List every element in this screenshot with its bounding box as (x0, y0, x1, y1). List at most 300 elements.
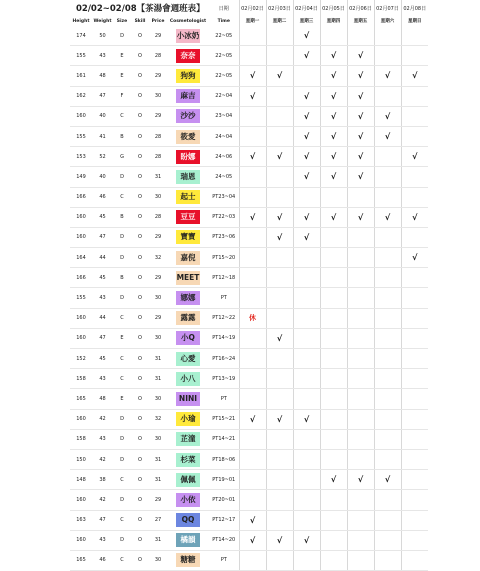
weight-cell: 40 (92, 106, 113, 126)
size-cell: D (113, 288, 131, 308)
time-cell: PT12~22 (209, 308, 239, 328)
weight-cell: 45 (92, 268, 113, 288)
table-row (70, 248, 428, 268)
cosmetologist-name: 佩佩 (176, 473, 200, 487)
shift-check-mark: √ (330, 172, 337, 182)
time-cell: PT15~21 (209, 409, 239, 429)
height-cell: 160 (70, 227, 92, 247)
cosmetologist-cell (167, 308, 209, 328)
day-cell (374, 167, 401, 187)
price-cell: 28 (149, 147, 167, 167)
cosmetologist-name: 小依 (176, 493, 200, 507)
day-cell (347, 126, 374, 146)
shift-check-mark: √ (303, 111, 310, 121)
cosmetologist-name: NINI (176, 392, 200, 406)
shift-check-mark: √ (412, 253, 418, 263)
day-cell (401, 389, 428, 409)
col-weight: Weight (93, 18, 112, 24)
cosmetologist-cell (167, 389, 209, 409)
height-cell: 160 (70, 308, 92, 328)
weight-cell: 41 (92, 126, 113, 146)
price-cell: 31 (149, 167, 167, 187)
day-cell (320, 369, 347, 389)
day-cell (374, 449, 401, 469)
skill-cell: O (131, 409, 149, 429)
day-cell (293, 389, 320, 409)
time-cell: PT14~21 (209, 429, 239, 449)
height-cell: 149 (70, 167, 92, 187)
cosmetologist-name: 麻吉 (176, 89, 200, 103)
day-cell (266, 227, 293, 247)
day-cell (293, 429, 320, 449)
date-header: 02月06日 (347, 0, 374, 16)
day-cell (293, 449, 320, 469)
day-cell (401, 550, 428, 570)
day-cell (347, 288, 374, 308)
size-cell: D (113, 167, 131, 187)
day-cell (374, 66, 401, 86)
shift-check-mark: √ (330, 51, 337, 61)
price-cell: 29 (149, 66, 167, 86)
size-cell: D (113, 227, 131, 247)
weight-cell: 45 (92, 349, 113, 369)
day-cell (293, 288, 320, 308)
cosmetologist-name: 奈奈 (176, 49, 200, 63)
skill-cell: O (131, 429, 149, 449)
day-cell (401, 167, 428, 187)
shift-check-mark: √ (303, 232, 310, 242)
size-cell: D (113, 449, 131, 469)
size-cell: C (113, 106, 131, 126)
day-cell (347, 449, 374, 469)
cosmetologist-cell (167, 66, 209, 86)
size-cell: C (113, 550, 131, 570)
height-cell: 174 (70, 26, 92, 46)
weight-cell: 47 (92, 86, 113, 106)
height-cell: 160 (70, 328, 92, 348)
weekday-header: 星期一 (239, 16, 266, 26)
day-cell (239, 26, 266, 46)
day-cell (374, 86, 401, 106)
skill-cell: O (131, 490, 149, 510)
weight-cell: 43 (92, 369, 113, 389)
day-cell (347, 207, 374, 227)
day-cell (266, 288, 293, 308)
shift-check-mark: √ (276, 212, 283, 222)
day-cell (347, 106, 374, 126)
day-cell (239, 126, 266, 146)
size-cell: D (113, 409, 131, 429)
cosmetologist-cell (167, 530, 209, 550)
day-cell (239, 46, 266, 66)
day-cell (266, 66, 293, 86)
height-cell: 162 (70, 86, 92, 106)
skill-cell: O (131, 449, 149, 469)
skill-cell: O (131, 248, 149, 268)
size-cell: B (113, 268, 131, 288)
day-cell (374, 227, 401, 247)
skill-cell: O (131, 530, 149, 550)
cosmetologist-cell (167, 490, 209, 510)
cosmetologist-cell (167, 126, 209, 146)
day-cell (293, 66, 320, 86)
day-cell (320, 207, 347, 227)
size-cell: D (113, 530, 131, 550)
cosmetologist-name: 糖糖 (176, 553, 200, 567)
shift-check-mark: √ (384, 212, 391, 222)
day-cell (293, 167, 320, 187)
day-cell (293, 349, 320, 369)
cosmetologist-name: QQ (176, 513, 200, 527)
day-cell (401, 66, 428, 86)
table-row (70, 26, 428, 46)
day-cell (401, 207, 428, 227)
day-cell (374, 147, 401, 167)
cosmetologist-name: 小冰奶 (176, 29, 200, 43)
day-cell (401, 187, 428, 207)
day-cell (320, 86, 347, 106)
day-cell (374, 328, 401, 348)
table-row (70, 530, 428, 550)
size-cell: D (113, 429, 131, 449)
time-cell: 24~05 (209, 167, 239, 187)
price-cell: 30 (149, 550, 167, 570)
price-cell: 29 (149, 308, 167, 328)
day-cell (347, 349, 374, 369)
time-cell: PT (209, 550, 239, 570)
skill-cell: O (131, 288, 149, 308)
height-cell: 160 (70, 490, 92, 510)
shift-check-mark: √ (330, 132, 337, 142)
day-cell (347, 389, 374, 409)
col-height: Height (72, 18, 90, 24)
day-cell (401, 106, 428, 126)
skill-cell: O (131, 147, 149, 167)
day-cell (239, 349, 266, 369)
price-cell: 32 (149, 248, 167, 268)
day-cell (293, 86, 320, 106)
price-cell: 32 (149, 409, 167, 429)
day-cell (320, 389, 347, 409)
skill-cell: O (131, 510, 149, 530)
day-cell (320, 268, 347, 288)
skill-cell: O (131, 308, 149, 328)
height-cell: 160 (70, 530, 92, 550)
day-cell (293, 490, 320, 510)
price-cell: 29 (149, 227, 167, 247)
day-cell (374, 207, 401, 227)
day-cell (401, 449, 428, 469)
shift-check-mark: √ (384, 111, 391, 121)
weight-cell: 42 (92, 490, 113, 510)
time-cell: PT23~06 (209, 227, 239, 247)
time-cell: PT (209, 389, 239, 409)
day-cell (374, 126, 401, 146)
weight-cell: 43 (92, 46, 113, 66)
schedule-table (70, 0, 428, 571)
day-cell (374, 308, 401, 328)
shift-check-mark: √ (303, 132, 310, 142)
shift-check-mark: √ (357, 172, 364, 182)
cosmetologist-name: 起士 (176, 190, 200, 204)
schedule-body (70, 26, 428, 571)
day-cell (401, 369, 428, 389)
weight-cell: 50 (92, 26, 113, 46)
day-cell (266, 389, 293, 409)
price-cell: 31 (149, 470, 167, 490)
day-cell (320, 167, 347, 187)
time-cell: PT19~01 (209, 470, 239, 490)
table-row (70, 106, 428, 126)
skill-cell: O (131, 389, 149, 409)
weight-cell: 47 (92, 227, 113, 247)
table-row (70, 187, 428, 207)
date-header: 02月03日 (266, 0, 293, 16)
cosmetologist-cell (167, 46, 209, 66)
height-cell: 148 (70, 470, 92, 490)
day-cell (401, 429, 428, 449)
day-cell (266, 46, 293, 66)
shift-check-mark: √ (249, 212, 256, 222)
skill-cell: O (131, 167, 149, 187)
time-cell: 22~05 (209, 66, 239, 86)
cosmetologist-name: 寶寶 (176, 230, 200, 244)
cosmetologist-cell (167, 409, 209, 429)
table-row (70, 66, 428, 86)
day-cell (320, 227, 347, 247)
cosmetologist-cell (167, 268, 209, 288)
height-cell: 165 (70, 550, 92, 570)
shift-check-mark: √ (357, 475, 364, 485)
cosmetologist-cell (167, 86, 209, 106)
day-off-mark: 休 (249, 314, 256, 323)
price-cell: 30 (149, 328, 167, 348)
price-cell: 28 (149, 126, 167, 146)
date-header: 02月02日 (239, 0, 266, 16)
day-cell (374, 530, 401, 550)
table-row (70, 449, 428, 469)
cosmetologist-name: 芷潼 (176, 432, 200, 446)
cosmetologist-name: 小八 (176, 372, 200, 386)
day-cell (347, 187, 374, 207)
size-cell: F (113, 86, 131, 106)
skill-cell: O (131, 207, 149, 227)
table-row (70, 227, 428, 247)
shift-check-mark: √ (330, 152, 337, 162)
weight-cell: 46 (92, 550, 113, 570)
weekday-header: 星期二 (266, 16, 293, 26)
day-cell (239, 449, 266, 469)
day-cell (239, 429, 266, 449)
price-cell: 29 (149, 490, 167, 510)
day-cell (401, 46, 428, 66)
weight-cell: 38 (92, 470, 113, 490)
cosmetologist-cell (167, 510, 209, 530)
date-header: 02月05日 (320, 0, 347, 16)
day-cell (347, 26, 374, 46)
day-cell (266, 530, 293, 550)
day-cell (401, 268, 428, 288)
skill-cell: O (131, 126, 149, 146)
date-header: 02月04日 (293, 0, 320, 16)
day-cell (266, 510, 293, 530)
cosmetologist-cell (167, 207, 209, 227)
time-cell: PT23~04 (209, 187, 239, 207)
day-cell (320, 106, 347, 126)
day-cell (347, 429, 374, 449)
skill-cell: O (131, 66, 149, 86)
day-cell (293, 530, 320, 550)
day-cell (374, 409, 401, 429)
price-cell: 27 (149, 510, 167, 530)
day-cell (266, 106, 293, 126)
day-cell (374, 187, 401, 207)
day-cell (266, 449, 293, 469)
shift-check-mark: √ (384, 132, 391, 142)
size-cell: E (113, 389, 131, 409)
skill-cell: O (131, 349, 149, 369)
weight-cell: 47 (92, 328, 113, 348)
height-cell: 158 (70, 369, 92, 389)
cosmetologist-name: 娜娜 (176, 291, 200, 305)
cosmetologist-cell (167, 227, 209, 247)
page-title: 02/02~02/08【茶湯會週班表】 (76, 4, 205, 14)
day-cell (347, 248, 374, 268)
day-cell (374, 490, 401, 510)
day-cell (347, 66, 374, 86)
height-cell: 160 (70, 409, 92, 429)
height-cell: 160 (70, 207, 92, 227)
size-cell: D (113, 248, 131, 268)
day-cell (239, 510, 266, 530)
skill-cell: O (131, 470, 149, 490)
cosmetologist-name: 露露 (176, 311, 200, 325)
weight-cell: 42 (92, 449, 113, 469)
time-cell: PT12~17 (209, 510, 239, 530)
day-cell (401, 86, 428, 106)
weight-cell: 47 (92, 510, 113, 530)
day-cell (266, 26, 293, 46)
day-cell (320, 308, 347, 328)
day-cell (401, 308, 428, 328)
day-cell (266, 86, 293, 106)
day-cell (347, 167, 374, 187)
day-cell (266, 147, 293, 167)
table-row (70, 288, 428, 308)
price-cell: 30 (149, 86, 167, 106)
size-cell: B (113, 207, 131, 227)
skill-cell: O (131, 328, 149, 348)
day-cell (239, 550, 266, 570)
height-cell: 155 (70, 288, 92, 308)
day-cell (266, 187, 293, 207)
weight-cell: 43 (92, 530, 113, 550)
size-cell: C (113, 308, 131, 328)
cosmetologist-cell (167, 550, 209, 570)
time-cell: 24~04 (209, 126, 239, 146)
cosmetologist-cell (167, 288, 209, 308)
skill-cell: O (131, 86, 149, 106)
time-cell: PT20~01 (209, 490, 239, 510)
time-cell: 24~06 (209, 147, 239, 167)
day-cell (320, 328, 347, 348)
shift-check-mark: √ (303, 535, 310, 545)
day-cell (374, 510, 401, 530)
day-cell (374, 349, 401, 369)
date-label: 日期 (218, 5, 229, 12)
cosmetologist-cell (167, 429, 209, 449)
day-cell (293, 227, 320, 247)
size-cell: E (113, 328, 131, 348)
cosmetologist-cell (167, 349, 209, 369)
price-cell: 29 (149, 106, 167, 126)
day-cell (266, 550, 293, 570)
day-cell (320, 510, 347, 530)
shift-check-mark: √ (330, 212, 337, 222)
weekday-header: 星期五 (347, 16, 374, 26)
height-cell: 158 (70, 429, 92, 449)
shift-check-mark: √ (357, 132, 364, 142)
day-cell (239, 328, 266, 348)
height-cell: 161 (70, 66, 92, 86)
shift-check-mark: √ (330, 71, 337, 81)
day-cell (347, 46, 374, 66)
day-cell (347, 490, 374, 510)
day-cell (374, 248, 401, 268)
table-row (70, 46, 428, 66)
height-cell: 165 (70, 389, 92, 409)
day-cell (401, 227, 428, 247)
time-cell: PT13~19 (209, 369, 239, 389)
shift-check-mark: √ (330, 475, 337, 485)
shift-check-mark: √ (249, 91, 256, 101)
time-cell: PT (209, 288, 239, 308)
day-cell (401, 248, 428, 268)
table-row (70, 409, 428, 429)
day-cell (266, 328, 293, 348)
day-cell (320, 449, 347, 469)
day-cell (347, 369, 374, 389)
time-cell: PT15~20 (209, 248, 239, 268)
cosmetologist-name: 嘉倪 (176, 251, 200, 265)
day-cell (320, 46, 347, 66)
price-cell: 31 (149, 369, 167, 389)
shift-check-mark: √ (276, 333, 283, 343)
day-cell (347, 409, 374, 429)
time-cell: 22~05 (209, 26, 239, 46)
day-cell (374, 26, 401, 46)
shift-check-mark: √ (303, 414, 310, 424)
shift-check-mark: √ (357, 51, 364, 61)
size-cell: B (113, 126, 131, 146)
shift-check-mark: √ (249, 152, 256, 162)
day-cell (266, 429, 293, 449)
day-cell (293, 26, 320, 46)
day-cell (401, 349, 428, 369)
day-cell (266, 248, 293, 268)
time-cell: PT16~24 (209, 349, 239, 369)
day-cell (293, 187, 320, 207)
shift-check-mark: √ (276, 71, 283, 81)
day-cell (320, 147, 347, 167)
weight-cell: 44 (92, 308, 113, 328)
day-cell (239, 288, 266, 308)
day-cell (293, 328, 320, 348)
weight-cell: 46 (92, 187, 113, 207)
day-cell (239, 106, 266, 126)
skill-cell: O (131, 550, 149, 570)
day-cell (239, 369, 266, 389)
